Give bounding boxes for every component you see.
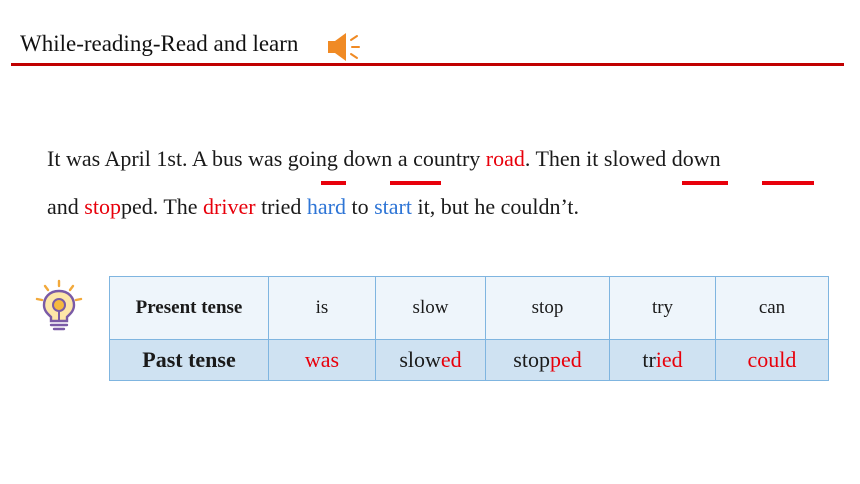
table-row (110, 277, 829, 340)
past-suffix: could (747, 347, 797, 372)
text-segment: . Then it (524, 146, 604, 171)
past-base: tr (642, 347, 656, 372)
past-suffix: ied (655, 347, 683, 372)
past-base: slow (399, 347, 441, 372)
past-base: stop (513, 347, 550, 372)
text-segment: a country (392, 146, 486, 171)
past-cell (376, 340, 486, 381)
word-down-2: down (671, 146, 721, 171)
past-suffix: ed (440, 347, 462, 372)
present-cell: stop (486, 277, 610, 340)
word-going: going (287, 146, 338, 171)
title-divider (11, 63, 844, 66)
underline-mark (762, 181, 814, 185)
past-cell (716, 340, 829, 381)
word-driver: driver (203, 194, 256, 219)
word-start: start (374, 194, 412, 219)
word-stop: stop (84, 194, 121, 219)
paragraph-line-1 (47, 146, 827, 172)
past-cell (269, 340, 376, 381)
text-segment: it, but he couldn’t. (412, 194, 580, 219)
underline-mark (682, 181, 728, 185)
table-row (110, 340, 829, 381)
present-cell: slow (376, 277, 486, 340)
text-segment: It was April 1st. A bus was (47, 146, 288, 171)
paragraph-line-2 (47, 194, 827, 220)
word-road: road (485, 146, 525, 171)
present-cell: try (610, 277, 716, 340)
past-cell (610, 340, 716, 381)
past-suffix: ped (549, 347, 582, 372)
underline-mark (390, 181, 441, 185)
speaker-icon[interactable] (326, 30, 362, 64)
text-segment: ped. The (120, 194, 204, 219)
lightbulb-icon (33, 279, 85, 333)
present-cell: can (716, 277, 829, 340)
tense-table (109, 276, 829, 381)
past-tense-label: Past tense (110, 340, 269, 381)
past-cell (486, 340, 610, 381)
text-segment: to (345, 194, 375, 219)
text-segment: tried (255, 194, 307, 219)
past-suffix: was (304, 347, 340, 372)
word-hard: hard (306, 194, 346, 219)
page-title: While-reading-Read and learn (20, 31, 299, 56)
word-slowed: slowed (603, 146, 667, 171)
word-down: down (343, 146, 393, 171)
text-segment: and (47, 194, 85, 219)
present-tense-label: Present tense (110, 277, 269, 340)
underline-mark (321, 181, 346, 185)
present-cell: is (269, 277, 376, 340)
